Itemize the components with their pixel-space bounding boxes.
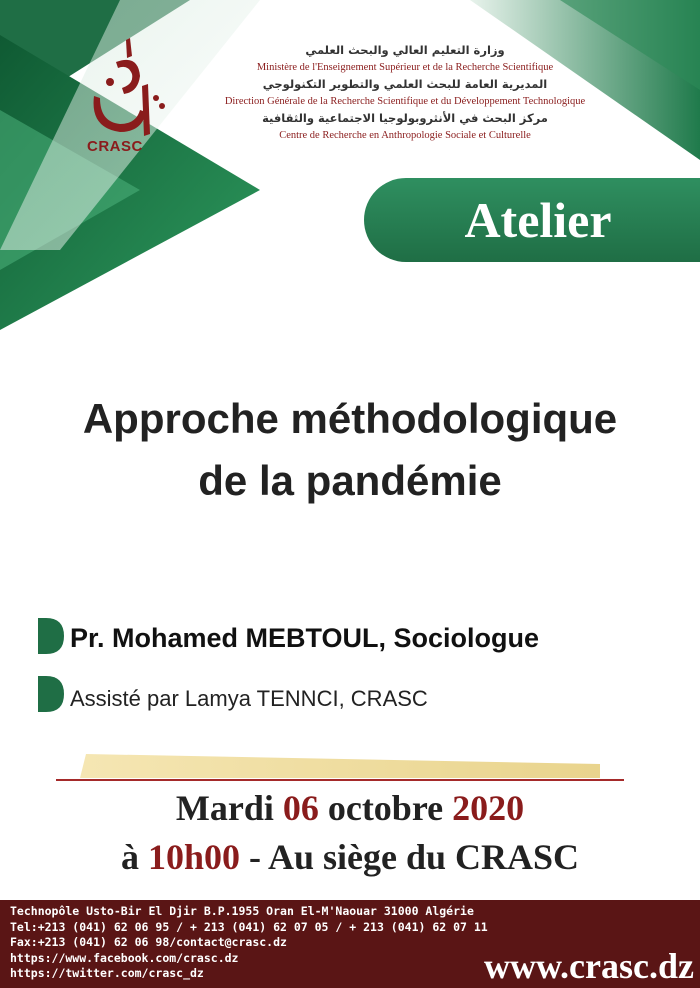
event-month: octobre xyxy=(327,788,444,828)
website-link[interactable]: www.crasc.dz xyxy=(484,946,694,986)
footer-twitter-link[interactable]: https://twitter.com/crasc_dz xyxy=(10,966,204,981)
event-date-number: 06 xyxy=(282,788,319,828)
event-year: 2020 xyxy=(452,788,525,828)
footer-phone: Tel:+213 (041) 62 06 95 / + 213 (041) 62 07 05 / + 213 (041) 62 07 11 xyxy=(10,919,488,934)
direction-ar: المديرية العامة للبحث العلمي والتطوير التكنولوجي xyxy=(262,77,548,91)
center-fr: Centre de Recherche en Anthropologie Sociale et Culturelle xyxy=(279,130,531,141)
event-place: - Au siège du CRASC xyxy=(248,837,580,877)
event-hour: 10h00 xyxy=(147,837,240,877)
title-line-2: de la pandémie xyxy=(198,457,502,504)
ministry-fr: Ministère de l'Enseignement Supérieur et de la Recherche Scientifique xyxy=(256,62,554,73)
event-at: à xyxy=(120,837,139,877)
direction-fr: Direction Générale de la Recherche Scientifique et du Développement Technologique xyxy=(224,96,586,107)
event-time xyxy=(0,834,700,880)
decorative-ribbon xyxy=(80,754,600,780)
ministry-ar: وزارة التعليم العالي والبحث العلمي xyxy=(305,43,505,57)
atelier-label: Atelier xyxy=(464,192,612,248)
event-date xyxy=(0,785,700,831)
institution-header xyxy=(170,42,640,144)
logo-wordmark: CRASC xyxy=(87,138,143,155)
footer-address: Technopôle Usto-Bir El Djir B.P.1955 Oran El-M'Naouar 31000 Algérie xyxy=(10,904,474,918)
footer-fax-email[interactable]: Fax:+213 (041) 62 06 98/contact@crasc.dz xyxy=(10,935,287,950)
divider-line xyxy=(56,779,624,781)
speaker-main: Pr. Mohamed MEBTOUL, Sociologue xyxy=(70,623,540,653)
speaker-assistant: Assisté par Lamya TENNCI, CRASC xyxy=(70,686,428,711)
bullet-icon xyxy=(38,676,64,712)
center-ar: مركز البحث في الأنثروبولوجيا الاجتماعية والثقافية xyxy=(262,111,548,125)
footer-facebook-link[interactable]: https://www.facebook.com/crasc.dz xyxy=(10,950,239,965)
title-line-1: Approche méthodologique xyxy=(82,395,618,442)
bullet-icon xyxy=(38,618,64,654)
event-day: Mardi xyxy=(175,788,274,828)
